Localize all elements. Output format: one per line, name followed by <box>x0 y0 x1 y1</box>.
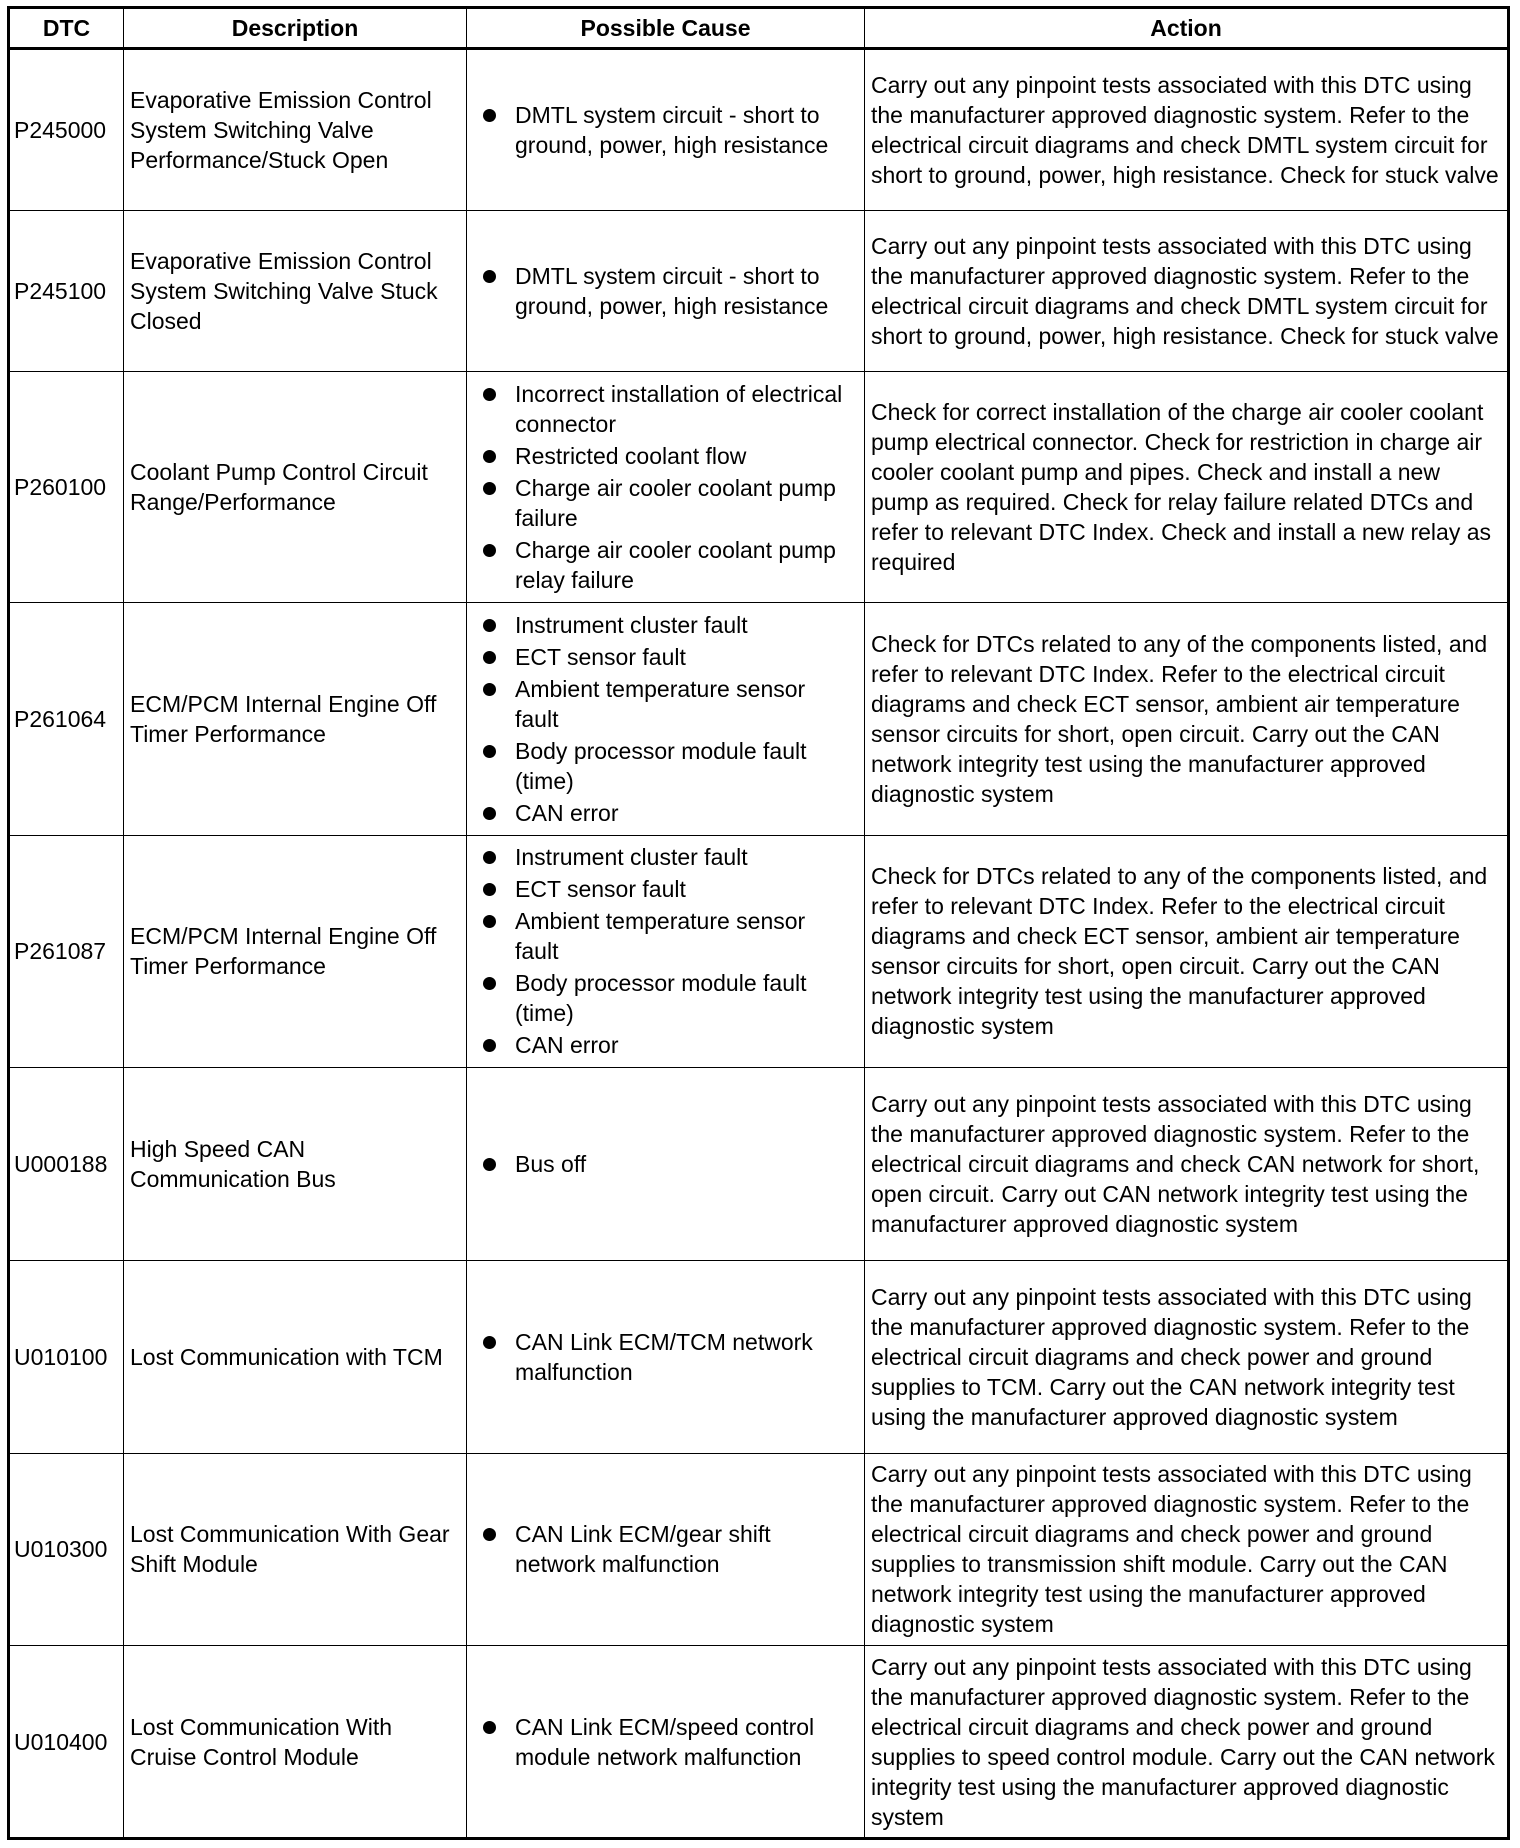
cause-item <box>481 874 854 904</box>
dtc-description: ECM/PCM Internal Engine Off Timer Performance <box>124 602 467 835</box>
possible-cause-cell <box>467 1068 865 1261</box>
cause-item <box>481 642 854 672</box>
bullet-icon <box>483 270 496 283</box>
cause-item <box>481 906 854 966</box>
cause-item <box>481 968 854 1028</box>
dtc-action: Check for correct installation of the charge air cooler coolant pump electrical connector. Check for restriction in charge air cooler coolant pump and pipes. Check and install a new pump as required. Check for relay failure related DTCs and refer to relevant DTC Index. Check and install a new relay as required <box>865 372 1509 603</box>
bullet-icon <box>483 1336 496 1349</box>
cause-item <box>481 100 854 160</box>
cause-item <box>481 535 854 595</box>
dtc-action: Carry out any pinpoint tests associated with this DTC using the manufacturer approved diagnostic system. Refer to the electrical circuit diagrams and check DMTL system circuit for short to ground, power, high resistance. Check for stuck valve <box>865 210 1509 372</box>
cause-text: Body processor module fault (time) <box>515 970 807 1027</box>
bullet-icon <box>483 544 496 557</box>
cause-text: CAN Link ECM/gear shift network malfunction <box>515 1521 771 1578</box>
cause-text: CAN Link ECM/TCM network malfunction <box>515 1328 813 1385</box>
dtc-description: Lost Communication with TCM <box>124 1261 467 1454</box>
table-row <box>9 210 1509 372</box>
cause-list <box>481 261 854 321</box>
cause-item <box>481 674 854 734</box>
table-row <box>9 1646 1509 1839</box>
cause-text: Ambient temperature sensor fault <box>515 675 806 732</box>
bullet-icon <box>483 683 496 696</box>
cause-list <box>481 1519 854 1579</box>
cause-item <box>481 842 854 872</box>
bullet-icon <box>483 109 496 122</box>
cause-text: CAN Link ECM/speed control module network malfunction <box>515 1713 815 1770</box>
cause-item <box>481 441 854 471</box>
dtc-action: Carry out any pinpoint tests associated with this DTC using the manufacturer approved diagnostic system. Refer to the electrical circuit diagrams and check CAN network for short, open circuit. Carry out CAN network integrity test using the manufacturer approved diagnostic system <box>865 1068 1509 1261</box>
bullet-icon <box>483 977 496 990</box>
cause-item <box>481 1030 854 1060</box>
cause-text: Instrument cluster fault <box>515 844 748 871</box>
cause-item <box>481 1149 854 1179</box>
cause-text: CAN error <box>515 1032 619 1059</box>
table-row <box>9 1453 1509 1646</box>
dtc-description: Evaporative Emission Control System Switching Valve Performance/Stuck Open <box>124 49 467 211</box>
bullet-icon <box>483 1721 496 1734</box>
bullet-icon <box>483 883 496 896</box>
possible-cause-cell <box>467 49 865 211</box>
cause-list <box>481 1712 854 1772</box>
header-possible-cause: Possible Cause <box>467 8 865 49</box>
cause-item <box>481 379 854 439</box>
cause-text: Bus off <box>515 1151 587 1178</box>
dtc-description: Lost Communication With Gear Shift Module <box>124 1453 467 1646</box>
header-row <box>9 8 1509 49</box>
cause-text: Incorrect installation of electrical connector <box>515 380 843 437</box>
header-dtc: DTC <box>9 8 124 49</box>
cause-list <box>481 379 854 595</box>
table-row <box>9 1261 1509 1454</box>
possible-cause-cell <box>467 1453 865 1646</box>
bullet-icon <box>483 1039 496 1052</box>
possible-cause-cell <box>467 835 865 1068</box>
dtc-table <box>7 6 1510 1840</box>
dtc-description: High Speed CAN Communication Bus <box>124 1068 467 1261</box>
dtc-code: P245100 <box>9 210 124 372</box>
cause-list <box>481 1149 854 1179</box>
dtc-code: U010400 <box>9 1646 124 1839</box>
dtc-action: Carry out any pinpoint tests associated with this DTC using the manufacturer approved diagnostic system. Refer to the electrical circuit diagrams and check power and ground supplies to TCM. Carry out the CAN network integrity test using the manufacturer approved diagnostic system <box>865 1261 1509 1454</box>
dtc-code: U010100 <box>9 1261 124 1454</box>
cause-text: Body processor module fault (time) <box>515 737 807 794</box>
dtc-action: Check for DTCs related to any of the components listed, and refer to relevant DTC Index. Refer to the electrical circuit diagrams and check ECT sensor, ambient air temperature sensor circuits for short, open circuit. Carry out the CAN network integrity test using the manufacturer approved diagnostic system <box>865 602 1509 835</box>
cause-text: ECT sensor fault <box>515 643 686 670</box>
dtc-action: Carry out any pinpoint tests associated with this DTC using the manufacturer approved diagnostic system. Refer to the electrical circuit diagrams and check power and ground supplies to speed control module. Carry out the CAN network integrity test using the manufacturer approved diagnostic system <box>865 1646 1509 1839</box>
dtc-action: Carry out any pinpoint tests associated with this DTC using the manufacturer approved diagnostic system. Refer to the electrical circuit diagrams and check power and ground supplies to transmission shift module. Carry out the CAN network integrity test using the manufacturer approved diagnostic system <box>865 1453 1509 1646</box>
possible-cause-cell <box>467 1261 865 1454</box>
dtc-code: P260100 <box>9 372 124 603</box>
bullet-icon <box>483 619 496 632</box>
cause-list <box>481 842 854 1060</box>
dtc-code: U000188 <box>9 1068 124 1261</box>
dtc-code: U010300 <box>9 1453 124 1646</box>
possible-cause-cell <box>467 372 865 603</box>
cause-list <box>481 610 854 828</box>
table-row <box>9 49 1509 211</box>
cause-item <box>481 1327 854 1387</box>
table-body <box>9 49 1509 1839</box>
cause-item <box>481 798 854 828</box>
table-row <box>9 1068 1509 1261</box>
dtc-description: Evaporative Emission Control System Switching Valve Stuck Closed <box>124 210 467 372</box>
bullet-icon <box>483 915 496 928</box>
bullet-icon <box>483 1158 496 1171</box>
cause-list <box>481 1327 854 1387</box>
cause-text: DMTL system circuit - short to ground, power, high resistance <box>515 101 829 158</box>
cause-item <box>481 610 854 640</box>
bullet-icon <box>483 807 496 820</box>
bullet-icon <box>483 388 496 401</box>
dtc-action: Check for DTCs related to any of the components listed, and refer to relevant DTC Index. Refer to the electrical circuit diagrams and check ECT sensor, ambient air temperature sensor circuits for short, open circuit. Carry out the CAN network integrity test using the manufacturer approved diagnostic system <box>865 835 1509 1068</box>
cause-item <box>481 1712 854 1772</box>
cause-text: Charge air cooler coolant pump failure <box>515 474 836 531</box>
cause-text: Restricted coolant flow <box>515 442 747 469</box>
document-page <box>7 6 1507 1840</box>
dtc-code: P245000 <box>9 49 124 211</box>
cause-text: CAN error <box>515 799 619 826</box>
dtc-description: Coolant Pump Control Circuit Range/Performance <box>124 372 467 603</box>
dtc-description: Lost Communication With Cruise Control Module <box>124 1646 467 1839</box>
table-row <box>9 835 1509 1068</box>
dtc-action: Carry out any pinpoint tests associated with this DTC using the manufacturer approved diagnostic system. Refer to the electrical circuit diagrams and check DMTL system circuit for short to ground, power, high resistance. Check for stuck valve <box>865 49 1509 211</box>
table-row <box>9 602 1509 835</box>
cause-text: ECT sensor fault <box>515 876 686 903</box>
cause-item <box>481 736 854 796</box>
header-action: Action <box>865 8 1509 49</box>
cause-text: Charge air cooler coolant pump relay failure <box>515 536 836 593</box>
dtc-code: P261064 <box>9 602 124 835</box>
cause-text: Instrument cluster fault <box>515 611 748 638</box>
possible-cause-cell <box>467 1646 865 1839</box>
cause-item <box>481 261 854 321</box>
cause-list <box>481 100 854 160</box>
possible-cause-cell <box>467 602 865 835</box>
bullet-icon <box>483 851 496 864</box>
bullet-icon <box>483 651 496 664</box>
dtc-code: P261087 <box>9 835 124 1068</box>
table-row <box>9 372 1509 603</box>
bullet-icon <box>483 1528 496 1541</box>
dtc-description: ECM/PCM Internal Engine Off Timer Performance <box>124 835 467 1068</box>
header-description: Description <box>124 8 467 49</box>
bullet-icon <box>483 745 496 758</box>
bullet-icon <box>483 450 496 463</box>
bullet-icon <box>483 482 496 495</box>
cause-text: DMTL system circuit - short to ground, power, high resistance <box>515 262 829 319</box>
cause-item <box>481 473 854 533</box>
cause-item <box>481 1519 854 1579</box>
cause-text: Ambient temperature sensor fault <box>515 908 806 965</box>
possible-cause-cell <box>467 210 865 372</box>
